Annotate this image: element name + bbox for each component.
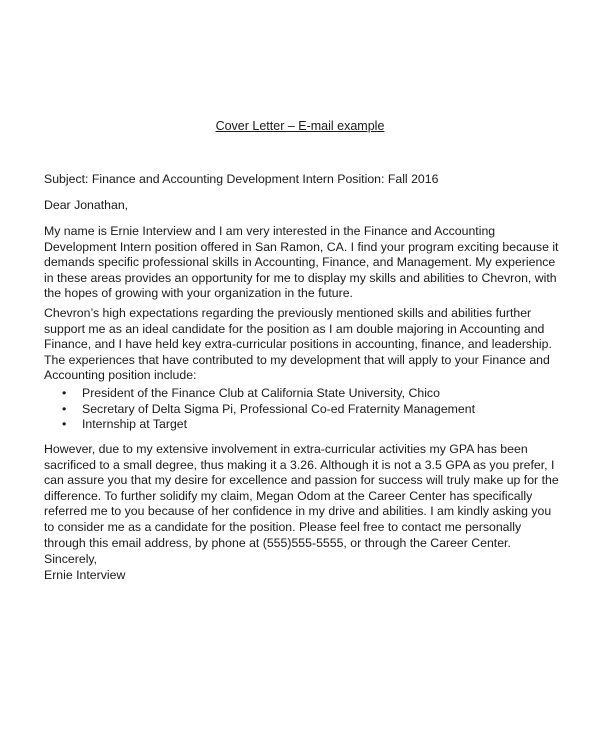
greeting-text: Dear Jonathan, <box>44 198 129 212</box>
bullet-icon: • <box>62 401 67 416</box>
paragraph-line: The experiences that have contributed to my development that will apply to your Finance and <box>44 352 550 367</box>
paragraph-qualifications <box>44 306 564 384</box>
list-item-text: President of the Finance Club at California State University, Chico <box>82 386 440 400</box>
paragraph-line: sacrificed to a small degree, thus making it a 3.26. Although it is not a 3.5 GPA as you prefer, I <box>44 457 555 472</box>
bullet-icon: • <box>62 386 67 400</box>
paragraph-line: in these areas provides an opportunity for me to display my skills and abilities to Chevron, with <box>44 270 557 285</box>
paragraph-gpa <box>44 442 564 551</box>
list-item-text: Secretary of Delta Sigma Pi, Professional Co-ed Fraternity Management <box>82 401 475 416</box>
paragraph-line: demands specific professional skills in Accounting, Finance, and Management. My experience <box>44 255 556 270</box>
list-item-text: Internship at Target <box>82 417 188 432</box>
paragraph-line: However, due to my extensive involvement in extra-curricular activities my GPA has been <box>44 442 528 456</box>
letter-title: Cover Letter – E-mail example <box>215 119 385 133</box>
paragraph-line: can assure you that my desire for excellence and passion for success will truly make up for the <box>44 473 559 488</box>
experience-bullet-list <box>62 386 562 433</box>
paragraph-line: the hopes of growing with your organization in the future. <box>44 286 353 301</box>
greeting <box>44 198 564 214</box>
paragraph-line: referred me to you because of her confidence in my drive and abilities. I am kindly asking you <box>44 504 552 519</box>
closing-text: Sincerely, <box>44 552 98 566</box>
paragraph-line: Chevron’s high expectations regarding the previously mentioned skills and abilities further <box>44 306 532 320</box>
paragraph-line: My name is Ernie Interview and I am very interested in the Finance and Accounting <box>44 224 496 238</box>
paragraph-line: to consider me as a candidate for the position. Please feel free to contact me personally <box>44 519 522 534</box>
signature-name: Ernie Interview <box>44 567 126 582</box>
list-item <box>62 386 562 402</box>
list-item <box>62 417 562 433</box>
bullet-icon: • <box>62 417 67 432</box>
paragraph-introduction <box>44 224 564 302</box>
paragraph-line: Finance, and I have held key extra-curricular positions in accounting, finance, and leadership. <box>44 337 552 352</box>
paragraph-line: through this email address, by phone at (555)555-5555, or through the Career Center. <box>44 535 511 550</box>
list-item <box>62 402 562 418</box>
subject-line <box>44 172 564 188</box>
paragraph-line: Development Intern position offered in San Ramon, CA. I find your program exciting because it <box>44 239 559 254</box>
paragraph-line: support me as an ideal candidate for the position as I am double majoring in Accounting and <box>44 321 545 336</box>
paragraph-line: Accounting position include: <box>44 368 197 383</box>
closing-block <box>44 552 564 583</box>
paragraph-line: difference. To further solidify my claim, Megan Odom at the Career Center has specifically <box>44 488 533 503</box>
subject-text: Subject: Finance and Accounting Development Intern Position: Fall 2016 <box>44 172 439 186</box>
